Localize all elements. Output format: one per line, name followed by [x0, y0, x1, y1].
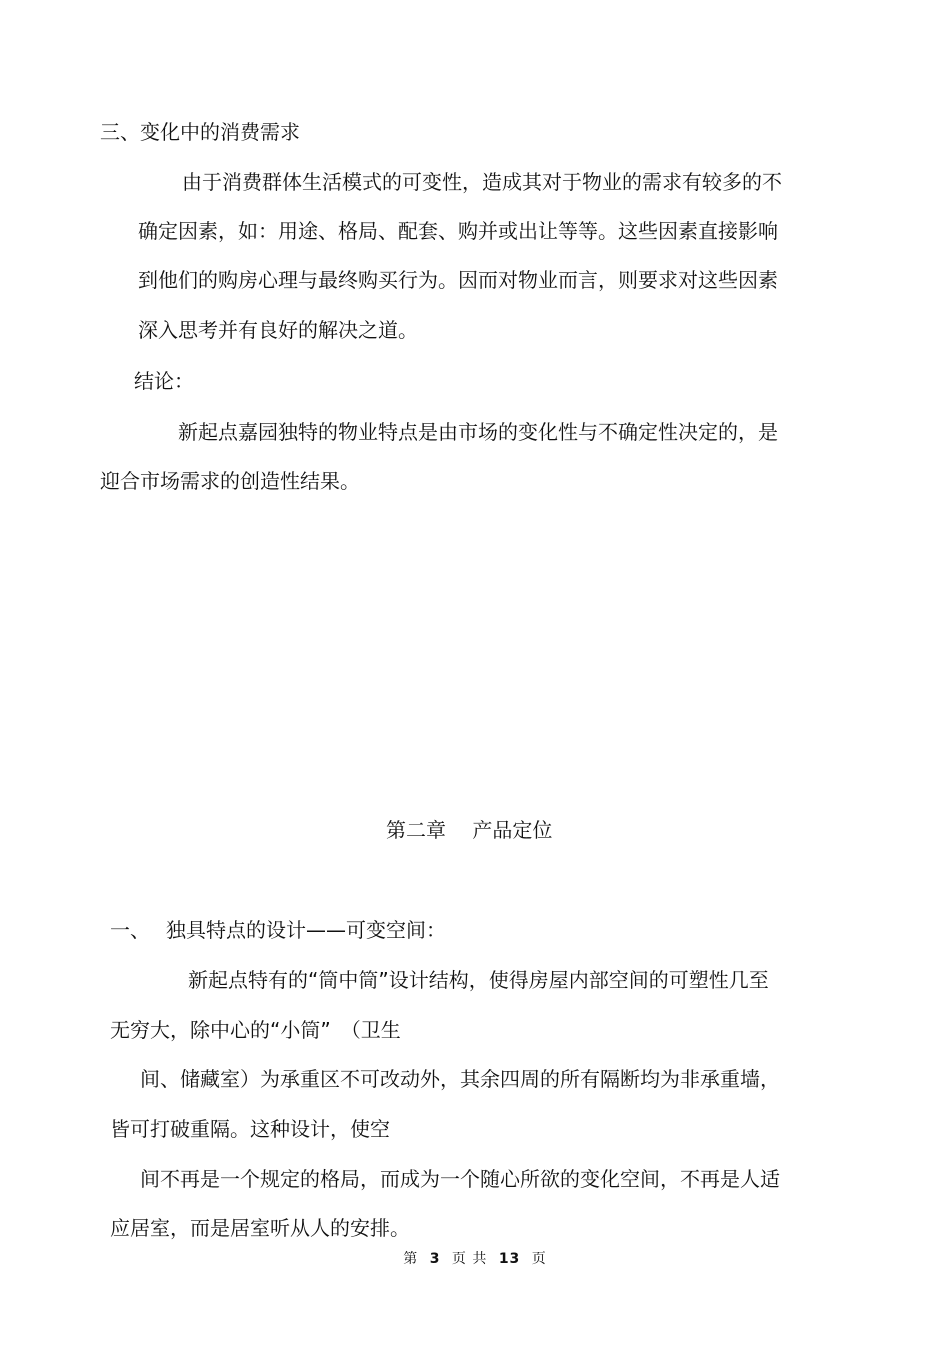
- conclusion-line: 迎合市场需求的创造性结果。: [100, 469, 360, 493]
- paragraph-line: 间、储藏室）为承重区不可改动外，其余四周的所有隔断均为非承重墙，: [140, 1067, 780, 1091]
- paragraph-line: 新起点特有的“筒中筒”设计结构，使得房屋内部空间的可塑性几至: [188, 968, 769, 992]
- paragraph-line: 间不再是一个规定的格局，而成为一个随心所欲的变化空间，不再是人适: [140, 1167, 780, 1191]
- paragraph-line: 皆可打破重隔。这种设计，使空: [110, 1117, 390, 1141]
- subsection-number: 一、: [110, 918, 150, 942]
- paragraph-line: 到他们的购房心理与最终购买行为。因而对物业而言，则要求对这些因素: [138, 268, 778, 292]
- subsection-title: 独具特点的设计——可变空间：: [166, 918, 446, 942]
- paragraph-line: 应居室，而是居室听从人的安排。: [110, 1216, 410, 1240]
- paragraph-line: 确定因素，如：用途、格局、配套、购并或出让等等。这些因素直接影响: [138, 219, 778, 243]
- page-footer: [0, 1250, 950, 1268]
- footer-suffix: 页: [531, 1251, 547, 1267]
- footer-prefix: 第: [403, 1251, 419, 1267]
- footer-middle: 页 共: [451, 1251, 488, 1267]
- chapter-title: 第二章 产品定位: [386, 818, 553, 842]
- section-3-heading: 三、变化中的消费需求: [100, 120, 300, 144]
- paragraph-line: 无穷大，除中心的“小筒” （卫生: [110, 1018, 401, 1042]
- current-page-number: 3: [429, 1251, 441, 1267]
- total-pages-number: 13: [498, 1251, 521, 1267]
- paragraph-line: 深入思考并有良好的解决之道。: [138, 318, 418, 342]
- conclusion-label: 结论：: [134, 369, 194, 393]
- conclusion-line: 新起点嘉园独特的物业特点是由市场的变化性与不确定性决定的，是: [178, 420, 778, 444]
- paragraph-line: 由于消费群体生活模式的可变性，造成其对于物业的需求有较多的不: [182, 170, 782, 194]
